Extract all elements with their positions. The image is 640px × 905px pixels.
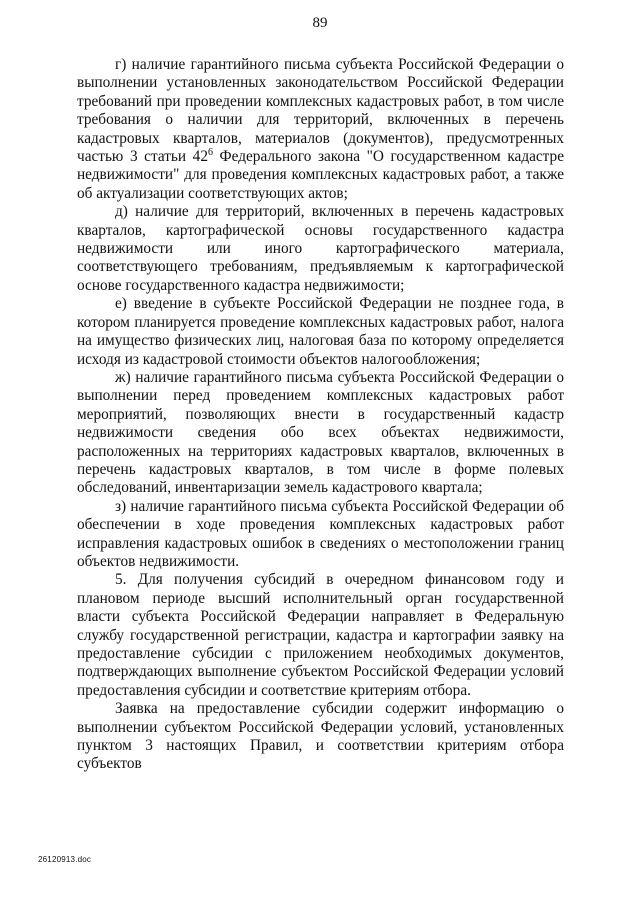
page-number: 89	[312, 15, 328, 31]
paragraph-zh: ж) наличие гарантийного письма субъекта Российской Федерации о выполнении перед проведением комплексных кадастровых работ мероприятий, позволяющих внести в государственный кадастр недвижимости сведения обо всех объектах недвижимости, расположенных на территориях кадастровых кварталов, включенных в перечень кадастровых кварталов, в том числе в форме полевых обследований, инвентаризации земель кадастрового квартала;	[77, 368, 564, 497]
document-file-code: 26120913.doc	[38, 855, 92, 864]
paragraph-g-text-start: г) наличие гарантийного письма субъекта Российской Федерации о выполнении установленных законодательством Российской Федерации требований при проведении комплексных кадастровых работ, в том числе требования о наличии для территорий, включенных в перечень кадастровых кварталов, материалов (документов), предусмотренных частью 3 статьи 42	[77, 56, 564, 166]
paragraph-application: Заявка на предоставление субсидии содержит информацию о выполнении субъектом Российской Федерации условий, установленных пунктом 3 настоящих Правил, и соответствии критериям отбора субъектов	[77, 700, 564, 773]
paragraph-g-text-end: Федерального закона "О государственном кадастре недвижимости" для проведения комплексных кадастровых работ, а также об актуализации соответствующих актов;	[77, 148, 564, 202]
paragraph-e: е) введение в субъекте Российской Федерации не позднее года, в котором планируется проведение комплексных кадастровых работ, налога на имущество физических лиц, налоговая база по которому определяется исходя из кадастровой стоимости объектов налогообложения;	[77, 295, 564, 368]
paragraph-z: з) наличие гарантийного письма субъекта Российской Федерации об обеспечении в ходе проведения комплексных кадастровых работ исправления кадастровых ошибок в сведениях о местоположении границ объектов недвижимости.	[77, 497, 564, 570]
paragraph-g	[77, 56, 564, 203]
superscript-article-index: 6	[207, 146, 213, 158]
document-body	[77, 56, 564, 774]
paragraph-d: д) наличие для территорий, включенных в перечень кадастровых кварталов, картографической основы государственного кадастра недвижимости или иного картографического материала, соответствующего требованиям, предъявляемым к картографической основе государственного кадастра недвижимости;	[77, 203, 564, 294]
paragraph-item-5: 5. Для получения субсидий в очередном финансовом году и плановом периоде высший исполнительный орган государственной власти субъекта Российской Федерации направляет в Федеральную службу государственной регистрации, кадастра и картографии заявку на предоставление субсидии с приложением необходимых документов, подтверждающих выполнение субъектом Российской Федерации условий предоставления субсидии и соответствие критериям отбора.	[77, 571, 564, 699]
